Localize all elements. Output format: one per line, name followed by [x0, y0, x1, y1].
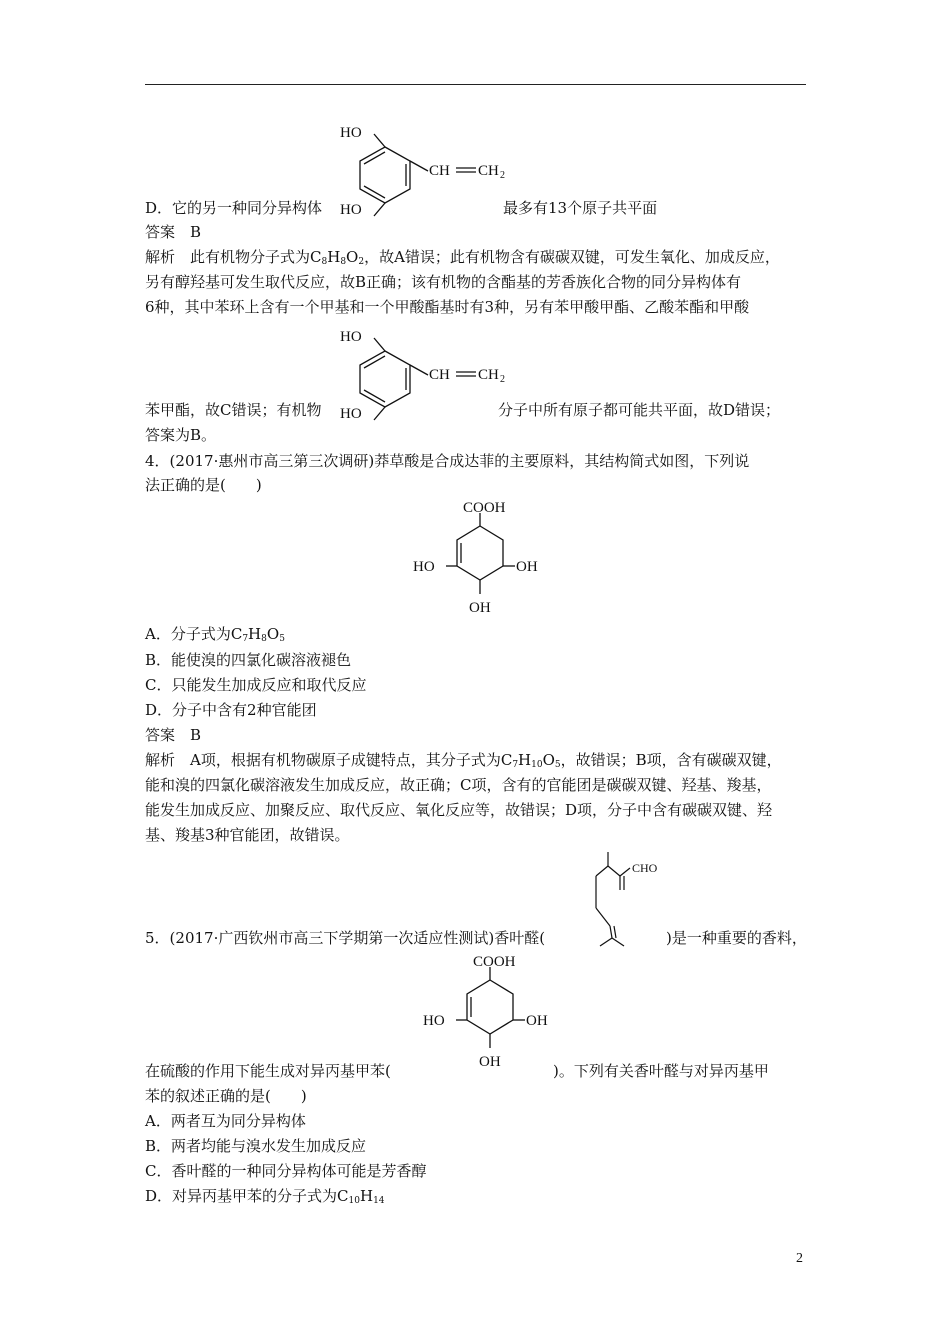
q4-explanation-1: 解析 A项，根据有机物碳原子成键特点，其分子式为$C_7H_{10}O_5$，故错误；B项，含有碳碳双键，	[145, 751, 782, 770]
q5-stem-3: 苯的叙述正确的是( )	[145, 1087, 307, 1105]
q3-optD-text: D．它的另一种同分异构体	[145, 199, 323, 217]
vinyl-molecule-1	[330, 118, 520, 218]
q4-explanation-2: 能和溴的四氯化碳溶液发生加成反应，故正确；C项，含有的官能团是碳碳双键、羟基、羧基，	[145, 776, 772, 794]
shikimic-ho-left: HO	[413, 559, 435, 575]
mol1-ho-top: HO	[340, 125, 362, 141]
mol1-ho-bottom: HO	[340, 202, 362, 218]
vinyl-molecule-2	[330, 322, 520, 422]
shikimic2-oh-right: OH	[526, 1013, 548, 1029]
q5-optC: C．香叶醛的一种同分异构体可能是芳香醇	[145, 1162, 427, 1180]
q3-explanation-3: 6种，其中苯环上含有一个甲基和一个甲酸酯基时有3种，另有苯甲酸甲酯、乙酸苯酯和甲酸	[145, 298, 750, 316]
q4-optC: C．只能发生加成反应和取代反应	[145, 676, 367, 694]
mol1-ch: CH	[429, 163, 450, 179]
page-number: 2	[796, 1251, 803, 1266]
citral-molecule	[590, 846, 670, 946]
mol1-ch2-sub: 2	[500, 170, 505, 181]
q5-stem-1	[145, 928, 807, 948]
q5-stem-1a: 5．(2017·广西钦州市高三下学期第一次适应性测试)香叶醛(	[145, 929, 546, 947]
citral-cho: CHO	[632, 861, 658, 875]
q5-optA: A．两者互为同分异构体	[145, 1112, 306, 1130]
q3-explanation-2: 另有醇羟基可发生取代反应，故B正确；该有机物的含酯基的芳香族化合物的同分异构体有	[145, 273, 742, 291]
mol1-ch2: CH	[478, 163, 499, 179]
q3-answer: 答案 B	[145, 223, 202, 241]
mol2-ch2-sub: 2	[500, 374, 505, 385]
shikimic2-cooh: COOH	[473, 954, 516, 970]
q5-stem-1b: )是一种重要的香料，	[666, 929, 807, 947]
q3-optD-tail: 最多有13个原子共平面	[503, 199, 658, 217]
header-rule	[145, 84, 806, 85]
shikimic-cooh: COOH	[463, 500, 506, 516]
shikimic-acid-molecule	[410, 498, 550, 620]
q3-explanation-5: 答案为B。	[145, 426, 217, 444]
shikimic2-oh-bottom: OH	[479, 1054, 501, 1070]
mol2-ho-top: HO	[340, 329, 362, 345]
q5-optD: D．对异丙基甲苯的分子式为$C_{10}H_{14}$	[145, 1187, 385, 1206]
q4-explanation-4: 基、羧基3种官能团，故错误。	[145, 826, 350, 844]
q4-optD: D．分子中含有2种官能团	[145, 701, 317, 719]
shikimic-oh-bottom: OH	[469, 600, 491, 616]
shikimic-acid-molecule-2	[420, 952, 560, 1074]
q5-optB: B．两者均能与溴水发生加成反应	[145, 1137, 367, 1155]
q3-explanation-4b: 分子中所有原子都可能共平面，故D错误；	[498, 401, 781, 419]
q5-stem-2a: 在硫酸的作用下能生成对异丙基甲苯(	[145, 1062, 391, 1080]
mol2-ch2: CH	[478, 367, 499, 383]
mol2-ho-bottom: HO	[340, 406, 362, 422]
q4-optB: B．能使溴的四氯化碳溶液褪色	[145, 651, 352, 669]
q4-stem-1: 4．(2017·惠州市高三第三次调研)莽草酸是合成达菲的主要原料，其结构简式如图，下列说	[145, 452, 750, 470]
q3-explanation-1: 解析 此有机物分子式为$C_8H_8O_2$，故A错误；此有机物含有碳碳双键，可发生氧化、加成反应，	[145, 248, 780, 267]
mol2-ch: CH	[429, 367, 450, 383]
shikimic2-ho-left: HO	[423, 1013, 445, 1029]
shikimic-oh-right: OH	[516, 559, 538, 575]
q4-explanation-3: 能发生加成反应、加聚反应、取代反应、氧化反应等，故错误；D项，分子中含有碳碳双键、羟	[145, 801, 773, 819]
q4-stem-2: 法正确的是( )	[145, 476, 262, 494]
q3-explanation-4a: 苯甲酯，故C错误；有机物	[145, 401, 322, 419]
q4-optA: A．分子式为$C_7H_8O_5$	[145, 625, 285, 644]
q4-answer: 答案 B	[145, 726, 202, 744]
q5-stem-2b: )。下列有关香叶醛与对异丙基甲	[553, 1062, 769, 1080]
